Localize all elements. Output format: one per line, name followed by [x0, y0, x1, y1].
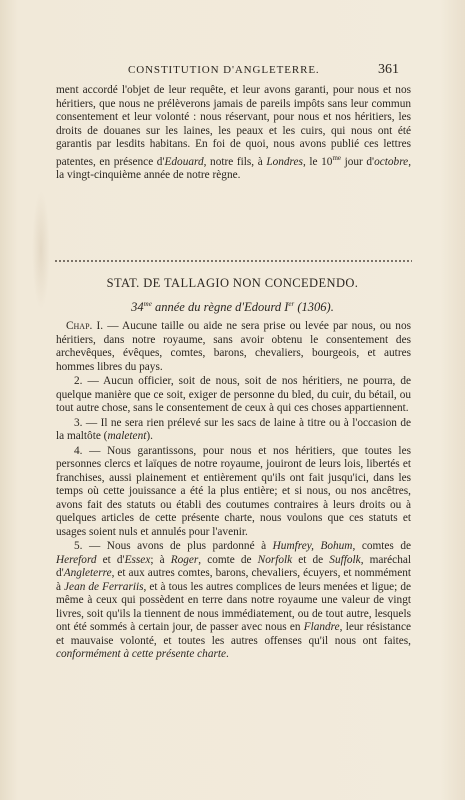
term-maletent: maletent — [107, 430, 147, 442]
closing-phrase: conformément à cette présente charte — [56, 648, 227, 660]
text-fragment: et de — [292, 553, 330, 566]
statute-title: STAT. DE TALLAGIO NON CONCEDENDO. — [106, 276, 359, 290]
text-fragment: 5. — Nous avons de plus pardonné à — [74, 540, 273, 552]
name-jean-de-ferrariis: Jean de Ferrariis — [64, 580, 144, 593]
name-edouard: Edouard — [164, 155, 204, 168]
text-fragment: , notre fils, à — [203, 155, 267, 168]
text-fragment: , maréchal d' — [56, 553, 411, 579]
top-paragraph-text: ment accordé l'objet de leur requête, et leur avons garanti, pour nous et nos héritiers, que nous ne prélèverons jamais de pareils impôts sans leur commun consentement et leur volonté : nous réservant, pour nous et nos héritiers, les droits de douanes sur les laines, les peaux et les cuirs, qui nous ont été garantis par lesdits habitans. En foi de quoi, nous avons publié ces lettres patentes, en présence d' — [56, 84, 411, 168]
text-fragment: ). — [146, 430, 153, 442]
superscript: me — [143, 300, 152, 308]
text-fragment: , leur résistance et mauvaise volonté, et toutes les autres offenses qu'il nous ont faites, — [56, 621, 411, 647]
article-2: 2. — Aucun officier, soit de nous, soit de nos héritiers, ne pourra, de quelque manière que ce soit, exiger de personne du bled, du cuir, du bétail, ou tout autre chose, sans le consentement de ceux à qui ces choses appartiennent. — [56, 375, 411, 414]
place-londres: Londres — [266, 155, 303, 168]
running-header — [0, 64, 465, 80]
article-text: — Aucune taille ou aide ne sera prise ou levée par nous, ou nos héritiers, dans notre royaume, sans avoir obtenu le consentement des archevêques, évêques, comtes, barons, chevaliers, bourgeois, et autres hommes libres du pays. — [56, 320, 411, 373]
statute-subtitle — [0, 300, 465, 315]
name-essex: Essex — [124, 553, 151, 566]
name-humfrey: Humfrey, Bohum — [272, 540, 353, 552]
superscript: me — [332, 153, 341, 162]
page-number: 361 — [378, 62, 399, 77]
text-fragment: 34 — [131, 300, 144, 315]
text-fragment: année du règne d'Edourd I — [151, 300, 289, 315]
text-fragment: ; à — [150, 553, 171, 566]
text-fragment: jour d' — [341, 155, 375, 168]
name-angleterre: Angleterre — [63, 567, 112, 579]
text-fragment: , et aux autres comtes, barons, chevaliers, écuyers, et nommément à — [56, 567, 411, 593]
article-4: 4. — Nous garantissons, pour nous et nos héritiers, que toutes les personnes clercs et laïques de notre royaume, jouiront de leurs lois, libertés et franchises, aussi plainement et entièrement qu'ils ont fait jusqu'ici, dans les temps où cette jouissance a été la plus entière; et si nous, ou nos ancêtres, avons fait des statuts ou établi des coutumes contraires à leurs droits ou à quelques articles de cette présente charte, nous voulons que ces statuts et usages soient nuls et annulés pour l'avenir. — [56, 444, 411, 538]
text-fragment: (1306). — [294, 300, 334, 315]
paper-stain — [32, 190, 50, 310]
text-fragment: , comtes de — [352, 540, 411, 552]
article-3 — [56, 417, 411, 444]
article-1 — [56, 320, 411, 374]
name-norfolk: Norfolk — [257, 553, 293, 566]
text-fragment: , comte de — [198, 553, 258, 566]
ornamental-divider — [54, 259, 412, 263]
name-suffolk: Suffolk — [329, 553, 361, 566]
text-fragment: , la vingt-cinquième année de notre règne. — [56, 155, 412, 181]
name-roger: Roger — [170, 553, 199, 566]
top-paragraph — [56, 84, 411, 182]
superscript: er — [288, 300, 295, 308]
chapter-text — [56, 320, 411, 663]
article-text: 3. — Il ne sera rien prélevé sur les sacs de laine à titre ou à l'occasion de la maltôte ( — [56, 416, 411, 442]
running-title: CONSTITUTION D'ANGLETERRE. — [128, 64, 320, 76]
chapter-label: Chap. I. — [66, 320, 104, 332]
text-fragment: et d' — [96, 553, 125, 566]
text-fragment: , le 10 — [302, 155, 333, 168]
name-hereford: Hereford — [56, 553, 97, 566]
place-flandre: Flandre — [303, 621, 340, 633]
article-5 — [56, 540, 411, 662]
text-fragment: , et à tous les autres complices de leurs menées et ligue; de même à ceux qui possèdent en terre dans notre royaume une valeur de vingt livres, soit qu'ils la tiennent de nous immédiatement, ou de tout autre, lesquels ont été sommés à certain jour, de passer avec nous en — [56, 580, 412, 633]
month-octobre: octobre — [374, 155, 409, 168]
text-fragment: . — [226, 648, 229, 660]
